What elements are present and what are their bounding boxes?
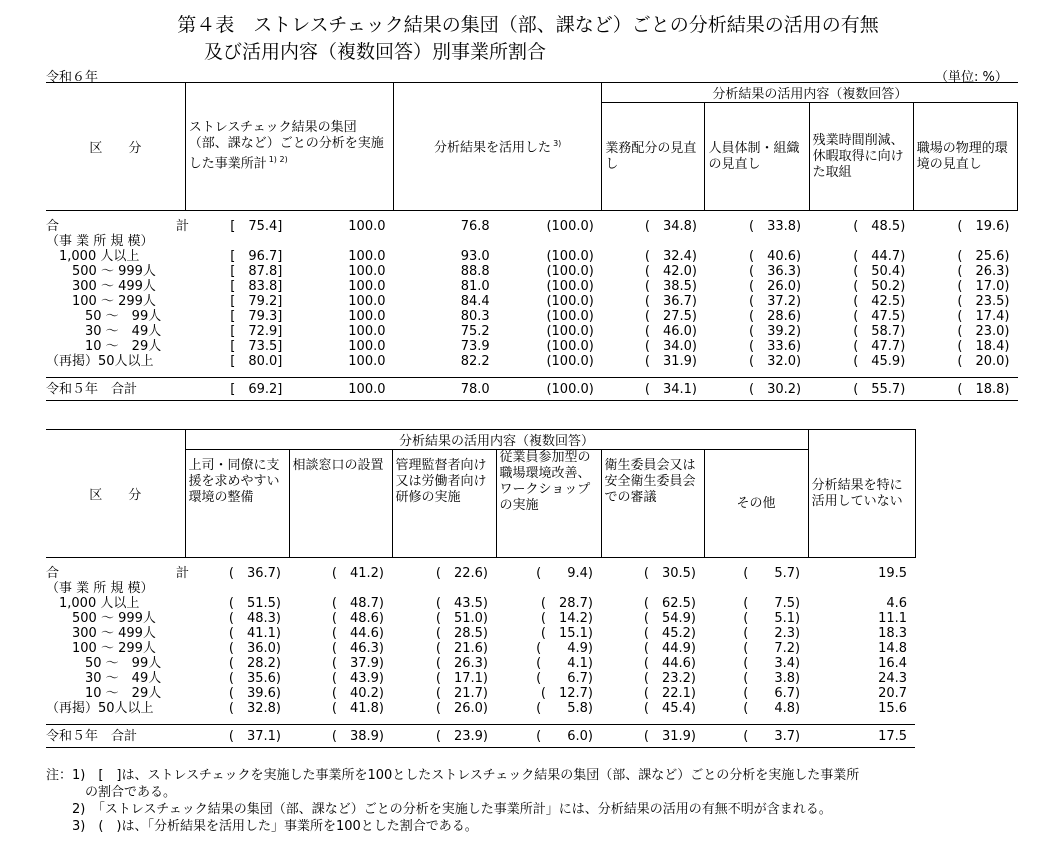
footnote-1-cont: の割合である。: [46, 785, 177, 800]
table-row: [46, 611, 915, 626]
cell-value: ( 55.7): [809, 378, 913, 401]
header-used: [394, 83, 602, 211]
cell-value: 11.1: [878, 611, 908, 626]
cell-value: 78.0: [394, 378, 498, 401]
header-conducted-text: ストレスチェック結果の集団（部、課など）ごとの分析を実施した事業所計: [188, 120, 384, 172]
table-title-line1: 第４表 ストレスチェック結果の集団（部、課など）ごとの分析結果の活用の有無: [177, 14, 879, 36]
cell-value: ( 2.3): [743, 626, 801, 641]
cell-value: 19.5: [878, 566, 908, 581]
cell-value: ( 40.6): [749, 249, 802, 264]
cell-value: ( 34.0): [644, 339, 697, 354]
table-row: [46, 566, 915, 581]
cell-value: ( 43.5): [435, 596, 488, 611]
footnote-2: 2) 「ストレスチェック結果の集団（部、課など）ごとの分析を実施した事業所計」には、分析結果の活用の有無不明が含まれる。: [46, 802, 832, 817]
cell-value: (100.0): [546, 339, 594, 354]
cell-value: (100.0): [498, 378, 602, 401]
cell-value: ( 33.8): [749, 219, 802, 234]
cell-value: ( 41.1): [228, 626, 281, 641]
cell-value: ( 45.2): [643, 626, 696, 641]
table-row: [46, 324, 1018, 339]
cell-value: 75.2: [460, 324, 490, 339]
analysis-usage-table-2: [46, 429, 916, 748]
cell-value: ( 36.3): [749, 264, 802, 279]
cell-value: [602, 234, 705, 249]
header-usage-col-label: 相談窓口の設置: [292, 458, 384, 473]
usage-content-group-header: 分析結果の活用内容（複数回答）: [602, 83, 1018, 103]
table-row: [46, 249, 1018, 264]
row-label: 100 ～ 299人: [46, 294, 156, 309]
cell-value: [ 80.0]: [230, 354, 283, 369]
table-row: [46, 626, 915, 641]
cell-value: ( 28.5): [435, 626, 488, 641]
unit-label: （単位: %）: [935, 70, 1008, 85]
cell-value: ( 39.6): [228, 686, 281, 701]
cell-value: ( 38.5): [644, 279, 697, 294]
cell-value: 100.0: [348, 309, 386, 324]
cell-value: 100.0: [348, 339, 386, 354]
cell-value: [185, 234, 290, 249]
survey-year-label: 令和６年: [46, 70, 99, 85]
cell-value: ( 6.7): [743, 686, 801, 701]
cell-value: (100.0): [546, 324, 594, 339]
cell-value: [ 75.4]: [230, 219, 283, 234]
cell-value: ( 23.2): [643, 671, 696, 686]
cell-value: ( 23.9): [392, 725, 496, 748]
cell-value: ( 48.6): [331, 611, 384, 626]
cell-value: ( 26.3): [435, 656, 488, 671]
cell-value: [496, 581, 601, 596]
table-row: [46, 671, 915, 686]
cell-value: ( 30.2): [705, 378, 809, 401]
cell-value: ( 37.9): [331, 656, 384, 671]
table-row-prev-year: [46, 378, 1018, 401]
cell-value: ( 7.5): [743, 596, 801, 611]
row-label: 1,000 人以上: [46, 249, 140, 264]
cell-value: ( 30.5): [643, 566, 696, 581]
cell-value: 93.0: [460, 249, 490, 264]
table-row: [46, 309, 1018, 324]
cell-value: [290, 234, 393, 249]
header-used-label: [394, 136, 601, 156]
cell-value: (100.0): [546, 279, 594, 294]
cell-value: ( 48.7): [331, 596, 384, 611]
table-row: [46, 641, 915, 656]
header-usage-col: [289, 450, 392, 558]
cell-value: ( 47.7): [853, 339, 906, 354]
cell-value: ( 28.2): [228, 656, 281, 671]
cell-value: ( 9.4): [536, 566, 593, 581]
cell-value: [185, 581, 289, 596]
row-label: 500 ～ 999人: [46, 264, 156, 279]
cell-value: 24.3: [878, 671, 908, 686]
cell-value: ( 54.9): [643, 611, 696, 626]
cell-value: ( 23.5): [957, 294, 1010, 309]
cell-value: ( 34.1): [602, 378, 705, 401]
cell-value: 82.2: [460, 354, 490, 369]
cell-value: 81.0: [460, 279, 490, 294]
table-row-prev-year: [46, 725, 915, 748]
cell-value: ( 44.7): [853, 249, 906, 264]
header-conducted-label: [186, 120, 393, 172]
cell-value: ( 12.7): [540, 686, 593, 701]
cell-value: ( 40.2): [331, 686, 384, 701]
cell-value: (100.0): [546, 249, 594, 264]
cell-value: ( 32.0): [749, 354, 802, 369]
cell-value: ( 47.5): [853, 309, 906, 324]
table-row: [46, 264, 1018, 279]
analysis-usage-table: [46, 82, 1018, 401]
cell-value: ( 45.4): [643, 701, 696, 716]
cell-value: 80.3: [460, 309, 490, 324]
cell-value: ( 17.4): [957, 309, 1010, 324]
cell-value: 18.3: [878, 626, 908, 641]
table-row: [46, 596, 915, 611]
cell-value: (100.0): [546, 264, 594, 279]
header-usage-col: [392, 450, 496, 558]
table-row: [46, 701, 915, 716]
cell-value: ( 3.4): [743, 656, 801, 671]
cell-value: [ 72.9]: [230, 324, 283, 339]
cell-value: ( 28.7): [540, 596, 593, 611]
header-usage-col: [185, 450, 289, 558]
header-used-text: 分析結果を活用した: [434, 140, 552, 156]
cell-value: ( 44.6): [331, 626, 384, 641]
row-label: 30 ～ 49人: [46, 324, 162, 339]
table-row: [46, 354, 1018, 369]
cell-value: 100.0: [290, 378, 393, 401]
row-label: 令和５年 合計: [46, 378, 185, 401]
cell-value: 100.0: [348, 294, 386, 309]
row-label: 300 ～ 499人: [46, 279, 156, 294]
header-usage-col-label: 残業時間削減、休暇取得に向けた取組: [812, 132, 904, 180]
cell-value: ( 62.5): [643, 596, 696, 611]
cell-value: ( 4.8): [743, 701, 801, 716]
cell-value: [ 87.8]: [230, 264, 283, 279]
footnotes: [46, 767, 1046, 835]
cell-value: ( 41.8): [331, 701, 384, 716]
cell-value: [913, 234, 1017, 249]
cell-value: ( 4.1): [536, 656, 593, 671]
cell-value: [ 79.2]: [230, 294, 283, 309]
cell-value: ( 6.7): [536, 671, 593, 686]
cell-value: ( 3.7): [704, 725, 808, 748]
header-usage-col-label: 職場の物理的環境の見直し: [916, 140, 1008, 172]
row-label: 100 ～ 299人: [46, 641, 156, 656]
header-kubun: [46, 83, 185, 211]
row-label: （再掲）50人以上: [46, 701, 154, 716]
cell-value: ( 25.6): [957, 249, 1010, 264]
cell-value: ( 21.7): [435, 686, 488, 701]
cell-value: (100.0): [546, 219, 594, 234]
header-usage-col: [601, 450, 704, 558]
cell-value: ( 5.8): [536, 701, 593, 716]
cell-value: 100.0: [348, 354, 386, 369]
cell-value: [809, 234, 913, 249]
cell-value: [394, 234, 498, 249]
cell-value: ( 37.1): [185, 725, 289, 748]
table-row: [46, 219, 1018, 234]
usage-content-group-header: 分析結果の活用内容（複数回答）: [185, 430, 808, 450]
cell-value: ( 21.6): [435, 641, 488, 656]
cell-value: ( 34.8): [644, 219, 697, 234]
cell-value: ( 18.8): [913, 378, 1017, 401]
row-label: 10 ～ 29人: [46, 339, 162, 354]
footnote-1: 注：1) [ ]は、ストレスチェックを実施した事業所を100としたストレスチェック結果の集団（部、課など）ごとの分析を実施した事業所: [46, 768, 860, 783]
row-label: （再掲）50人以上: [46, 354, 154, 369]
cell-value: ( 31.9): [644, 354, 697, 369]
cell-value: ( 14.2): [540, 611, 593, 626]
cell-value: ( 41.2): [331, 566, 384, 581]
cell-value: ( 37.2): [749, 294, 802, 309]
row-label: 1,000 人以上: [46, 596, 140, 611]
header-usage-col-label: その他: [736, 495, 776, 511]
cell-value: ( 26.0): [749, 279, 802, 294]
cell-value: ( 42.0): [644, 264, 697, 279]
cell-value: 4.6: [886, 596, 908, 611]
cell-value: 15.6: [878, 701, 908, 716]
cell-value: [392, 581, 496, 596]
table-row: [46, 294, 1018, 309]
cell-value: ( 26.0): [435, 701, 488, 716]
cell-value: [601, 581, 704, 596]
table-row: [46, 339, 1018, 354]
cell-value: ( 42.5): [853, 294, 906, 309]
cell-value: (100.0): [546, 309, 594, 324]
header-usage-col: [496, 450, 601, 558]
table-row: [46, 234, 1018, 249]
cell-value: ( 36.0): [228, 641, 281, 656]
cell-value: ( 39.2): [749, 324, 802, 339]
cell-value: 100.0: [348, 219, 386, 234]
cell-value: ( 26.3): [957, 264, 1010, 279]
cell-value: 88.8: [460, 264, 490, 279]
cell-value: ( 33.6): [749, 339, 802, 354]
header-usage-col: [704, 450, 808, 558]
cell-value: ( 6.0): [496, 725, 601, 748]
header-kubun: [46, 430, 185, 558]
cell-value: ( 44.9): [643, 641, 696, 656]
cell-value: ( 36.7): [644, 294, 697, 309]
cell-value: 84.4: [460, 294, 490, 309]
header-used-note: 3): [553, 139, 562, 149]
table-row: [46, 279, 1018, 294]
cell-value: [ 83.8]: [230, 279, 283, 294]
cell-value: [ 96.7]: [230, 249, 283, 264]
row-label: 500 ～ 999人: [46, 611, 156, 626]
header-not-used: [808, 430, 915, 558]
table-row: [46, 581, 915, 596]
cell-value: [ 73.5]: [230, 339, 283, 354]
header-usage-col: [809, 103, 913, 211]
cell-value: [ 79.3]: [230, 309, 283, 324]
header-usage-col: [602, 103, 705, 211]
cell-value: [289, 581, 392, 596]
header-usage-col-label: 上司・同僚に支援を求めやすい環境の整備: [188, 458, 280, 505]
header-usage-col-label: 業務配分の見直し: [605, 140, 697, 172]
row-label: （事 業 所 規 模）: [46, 234, 154, 249]
header-usage-col: [913, 103, 1017, 211]
cell-value: ( 17.0): [957, 279, 1010, 294]
cell-value: ( 46.3): [331, 641, 384, 656]
cell-value: ( 4.9): [536, 641, 593, 656]
cell-value: 100.0: [348, 279, 386, 294]
cell-value: ( 17.1): [435, 671, 488, 686]
row-label: 50 ～ 99人: [46, 309, 162, 324]
cell-value: ( 50.2): [853, 279, 906, 294]
cell-value: ( 51.0): [435, 611, 488, 626]
cell-value: [ 69.2]: [185, 378, 290, 401]
cell-value: ( 22.6): [435, 566, 488, 581]
cell-value: ( 43.9): [331, 671, 384, 686]
cell-value: (100.0): [546, 354, 594, 369]
cell-value: ( 50.4): [853, 264, 906, 279]
cell-value: 100.0: [348, 264, 386, 279]
header-usage-col-label: 管理監督者向け又は労働者向け研修の実施: [395, 458, 487, 505]
cell-value: 100.0: [348, 249, 386, 264]
row-label: 50 ～ 99人: [46, 656, 162, 671]
cell-value: ( 7.2): [743, 641, 801, 656]
header-usage-col-label: 従業員参加型の職場環境改善、ワークショップの実施: [499, 450, 591, 513]
header-conducted: [185, 83, 393, 211]
cell-value: ( 31.9): [601, 725, 704, 748]
cell-value: 17.5: [808, 725, 915, 748]
cell-value: [498, 234, 602, 249]
row-label: 10 ～ 29人: [46, 686, 162, 701]
cell-value: (100.0): [546, 294, 594, 309]
row-label: 令和５年 合計: [46, 725, 185, 748]
row-label: 合 計: [46, 566, 190, 581]
table-row: [46, 686, 915, 701]
cell-value: ( 19.6): [957, 219, 1010, 234]
row-label: （事 業 所 規 模）: [46, 581, 154, 596]
row-label: 30 ～ 49人: [46, 671, 162, 686]
cell-value: 20.7: [878, 686, 908, 701]
cell-value: 16.4: [878, 656, 908, 671]
table-title-line2: 及び活用内容（複数回答）別事業所割合: [204, 41, 547, 63]
header-usage-col-label: 人員体制・組織の見直し: [708, 140, 800, 172]
cell-value: [704, 581, 808, 596]
header-kubun-label: 区 分: [89, 141, 142, 156]
cell-value: ( 51.5): [228, 596, 281, 611]
cell-value: ( 44.6): [643, 656, 696, 671]
cell-value: ( 36.7): [228, 566, 281, 581]
cell-value: ( 32.4): [644, 249, 697, 264]
header-kubun-label: 区 分: [89, 488, 142, 503]
cell-value: 14.8: [878, 641, 908, 656]
cell-value: ( 23.0): [957, 324, 1010, 339]
cell-value: ( 27.5): [644, 309, 697, 324]
row-label: 合 計: [46, 219, 190, 234]
cell-value: ( 5.1): [743, 611, 801, 626]
cell-value: ( 48.3): [228, 611, 281, 626]
table-row: [46, 656, 915, 671]
cell-value: 100.0: [348, 324, 386, 339]
cell-value: ( 58.7): [853, 324, 906, 339]
cell-value: ( 3.8): [743, 671, 801, 686]
cell-value: [808, 581, 915, 596]
cell-value: ( 5.7): [743, 566, 801, 581]
cell-value: ( 18.4): [957, 339, 1010, 354]
cell-value: ( 22.1): [643, 686, 696, 701]
cell-value: 73.9: [460, 339, 490, 354]
cell-value: ( 46.0): [644, 324, 697, 339]
cell-value: ( 38.9): [289, 725, 392, 748]
cell-value: [705, 234, 809, 249]
cell-value: ( 28.6): [749, 309, 802, 324]
cell-value: ( 35.6): [228, 671, 281, 686]
header-usage-col: [705, 103, 809, 211]
header-not-used-label: 分析結果を特に活用していない: [811, 477, 903, 509]
cell-value: ( 45.9): [853, 354, 906, 369]
cell-value: ( 15.1): [540, 626, 593, 641]
cell-value: ( 20.0): [957, 354, 1010, 369]
cell-value: 76.8: [460, 219, 490, 234]
cell-value: ( 48.5): [853, 219, 906, 234]
row-label: 300 ～ 499人: [46, 626, 156, 641]
cell-value: ( 32.8): [228, 701, 281, 716]
header-usage-col-label: 衛生委員会又は安全衛生委員会での審議: [604, 458, 696, 505]
header-conducted-note: 1) 2): [268, 155, 288, 165]
footnote-3: 3) ( )は、「分析結果を活用した」事業所を100とした割合である。: [46, 819, 478, 834]
